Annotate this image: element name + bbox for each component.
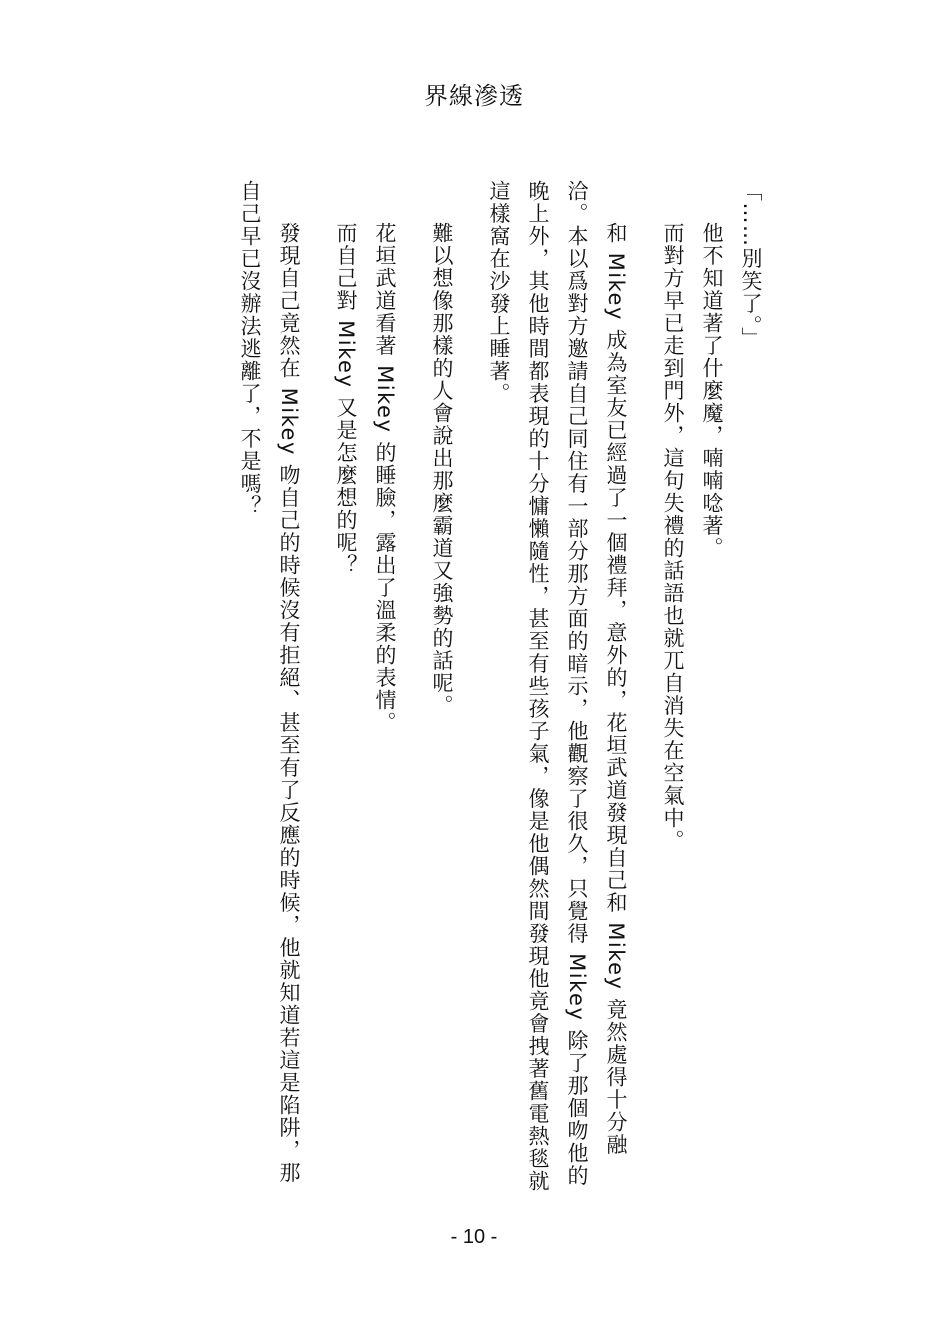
paragraph-3: 而對方早已走到門外，這句失禮的話語也就兀自消失在空氣中。: [661, 222, 685, 852]
paragraph-7: 而自己對 Mikey 又是怎麼想的呢？: [334, 222, 358, 577]
paragraph-2: 他不知道著了什麼魔，喃喃唸著。: [700, 222, 724, 560]
vertical-body-text: [230, 180, 770, 1200]
page-title: 界線滲透: [424, 82, 524, 110]
paragraph-5: 難以想像那樣的人會說出那麼霸道又強勢的話呢。: [430, 222, 454, 717]
paragraph-6: 花垣武道看著 Mikey 的睡臉，露出了溫柔的表情。: [373, 222, 397, 735]
paragraph-8: 發現自己竟然在 Mikey 吻自己的時候沒有拒絕、甚至有了反應的時候，他就知道若這是陷阱，那自己早已沒辦法逃離了，不是嗎？: [238, 180, 301, 1185]
page-number: - 10 -: [450, 1226, 498, 1248]
paragraph-4: 和 Mikey 成為室友已經過了一個禮拜，意外的，花垣武道發現自己和 Mikey 竟然處得十分融洽。本以爲對方邀請自己同住有一部分那方面的暗示，他觀察了很久，只覺得 Mikey 除了那個吻他的晚上外，其他時間都表現的十分慵懶隨性，甚至有些孩子氣，像是他偶然間發現他竟會拽著舊電熱毯就這樣窩在沙發上睡著。: [487, 180, 628, 1193]
paragraph-1: 「……別笑了。」: [739, 180, 763, 350]
